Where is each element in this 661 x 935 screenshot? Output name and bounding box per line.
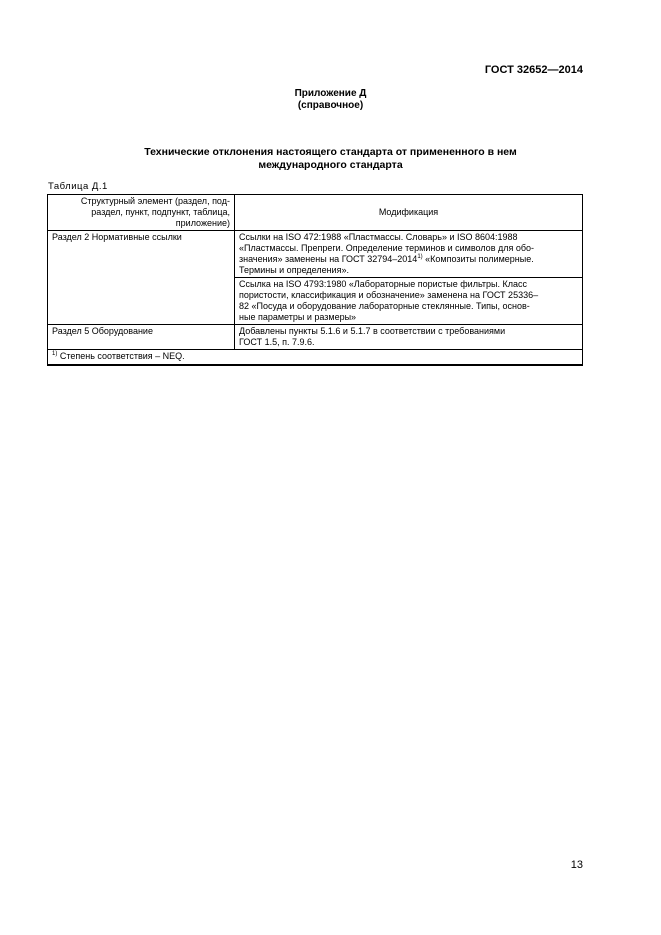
modification-line: ГОСТ 1.5, п. 7.9.6. xyxy=(239,337,315,347)
table-footnote-row xyxy=(48,350,583,366)
table-footnote xyxy=(48,350,583,366)
modification-line xyxy=(239,254,578,265)
table-caption: Таблица Д.1 xyxy=(48,181,108,192)
modification-text: «Композиты полимерные. xyxy=(422,254,534,264)
section-title-line: Технические отклонения настоящего стандарта от примененного в нем xyxy=(144,146,517,158)
section-title-line: международного стандарта xyxy=(258,159,403,171)
modification-text: значения» заменены на ГОСТ 32794–2014 xyxy=(239,254,418,264)
row-modification-cell xyxy=(235,278,583,325)
header-element-line: Структурный элемент (раздел, под- xyxy=(80,196,230,206)
table-header-row xyxy=(48,195,583,231)
appendix-note: (справочное) xyxy=(297,100,364,111)
header-modification-cell: Модификация xyxy=(235,195,583,231)
header-element-cell xyxy=(48,195,235,231)
modification-line: Термины и определения». xyxy=(239,265,349,275)
row-element-cell: Раздел 5 Оборудование xyxy=(48,325,235,350)
footnote-marker: 1) xyxy=(52,351,58,357)
modification-line: Ссылки на ISO 472:1988 «Пластмассы. Словарь» и ISO 8604:1988 xyxy=(239,232,518,242)
appendix-title: Приложение Д xyxy=(294,88,367,99)
table-row xyxy=(48,231,583,278)
footnote-ref: 1) xyxy=(417,254,423,260)
table-row xyxy=(48,325,583,350)
modification-line: Добавлены пункты 5.1.6 и 5.1.7 в соответствии с требованиями xyxy=(239,326,506,336)
modification-line: 82 «Посуда и оборудование лабораторные стеклянные. Типы, основ- xyxy=(239,301,530,311)
row-modification-cell xyxy=(235,231,583,278)
deviations-table xyxy=(47,194,583,366)
footnote-text: Степень соответствия – NEQ. xyxy=(57,351,185,361)
header-element-line: приложение) xyxy=(175,218,230,228)
page-number: 13 xyxy=(570,859,583,871)
header-element-line: раздел, пункт, подпункт, таблица, xyxy=(91,207,230,217)
modification-line: ные параметры и размеры» xyxy=(239,312,357,322)
modification-line: «Пластмассы. Препреги. Определение терминов и символов для обо- xyxy=(239,243,535,253)
row-element-cell: Раздел 2 Нормативные ссылки xyxy=(48,231,235,325)
standard-code: ГОСТ 32652—2014 xyxy=(484,64,583,76)
appendix-heading xyxy=(0,88,661,112)
section-title xyxy=(0,146,661,172)
modification-line: пористости, классификация и обозначение» заменена на ГОСТ 25336– xyxy=(239,290,539,300)
row-modification-cell xyxy=(235,325,583,350)
modification-line: Ссылка на ISO 4793:1980 «Лабораторные пористые фильтры. Класс xyxy=(239,279,528,289)
